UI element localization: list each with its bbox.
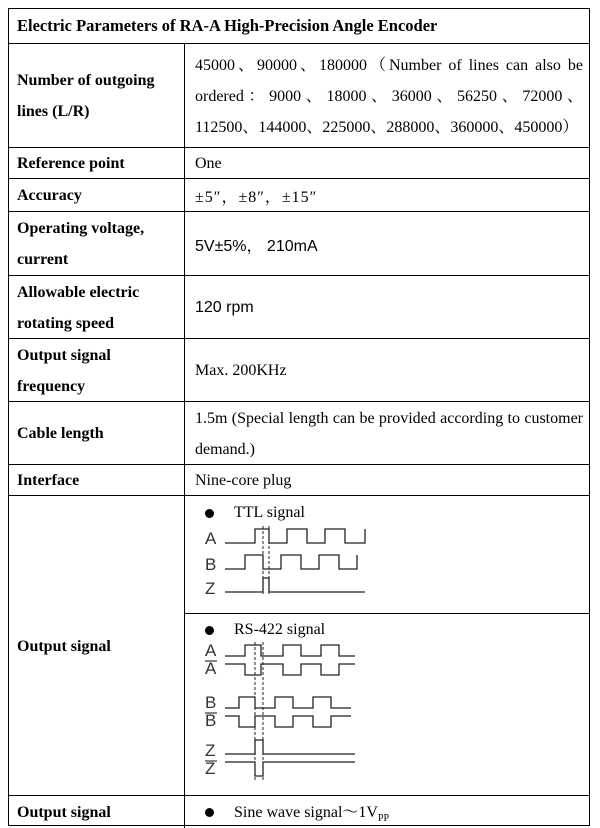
table-row bbox=[9, 178, 589, 212]
parameters-table bbox=[8, 8, 590, 826]
ttl-signal-title: TTL signal bbox=[201, 504, 305, 522]
cell-divider bbox=[185, 613, 589, 614]
table-row bbox=[9, 147, 589, 179]
row-label: Operating voltage, current bbox=[9, 212, 185, 276]
rs422-waveform bbox=[205, 642, 385, 792]
rs422-signal-title: RS-422 signal bbox=[201, 621, 325, 639]
table-row bbox=[9, 211, 589, 276]
rs422-wave-z-inv bbox=[225, 762, 355, 776]
rs422-wave-a bbox=[225, 645, 355, 656]
rs422-label-z: Z bbox=[205, 741, 216, 760]
ttl-wave-b bbox=[225, 555, 357, 569]
row-value: 5V±5%， 210mA bbox=[195, 237, 318, 255]
rs422-wave-a-inv bbox=[225, 664, 355, 675]
waveform-cell bbox=[185, 496, 589, 796]
sine-signal-text: Sine wave $signal\sim 1V_{PP}$ bbox=[234, 804, 390, 825]
row-label: Output signal frequency bbox=[9, 339, 185, 402]
table-row bbox=[9, 795, 589, 828]
row-label: Accuracy bbox=[9, 179, 185, 212]
cable-length-value: 1.5m (Special length can be provided according to customer demand.) bbox=[195, 409, 583, 458]
table-row bbox=[9, 338, 589, 402]
bullet-icon bbox=[205, 626, 214, 635]
rs422-wave-b bbox=[225, 697, 351, 708]
ttl-label-z: Z bbox=[205, 579, 216, 598]
table-row bbox=[9, 495, 589, 796]
ttl-label-b: B bbox=[205, 555, 217, 574]
table-row bbox=[9, 464, 589, 496]
row-value: 120 rpm bbox=[195, 298, 254, 316]
ttl-label-a: A bbox=[205, 529, 217, 548]
table-row bbox=[9, 275, 589, 339]
row-value bbox=[185, 796, 589, 828]
row-value: One bbox=[195, 154, 222, 172]
bullet-icon bbox=[205, 808, 214, 817]
row-label: Number of outgoing lines (L/R) bbox=[9, 44, 185, 148]
row-label: Output signal bbox=[9, 796, 185, 828]
rs422-wave-b-inv bbox=[225, 716, 351, 727]
row-label: Reference point bbox=[9, 148, 185, 179]
row-value bbox=[185, 402, 589, 465]
rs422-label-b-inv: B bbox=[205, 711, 217, 730]
rs422-label-z-inv: Z bbox=[205, 759, 216, 778]
outgoing-lines-value: 45000、90000、180000（Number of lines can also be ordered：9000、18000、36000、56250、72000、112500、144000、225000、288000、360000、450000） bbox=[195, 56, 583, 136]
table-title-row bbox=[9, 9, 589, 43]
ttl-wave-z bbox=[225, 578, 365, 592]
rs422-wave-z bbox=[225, 740, 355, 754]
row-label: Output signal bbox=[9, 496, 185, 796]
row-value bbox=[185, 44, 589, 148]
table-title: Electric Parameters of RA-A High-Precision Angle Encoder bbox=[17, 16, 438, 35]
rs422-label-a: A bbox=[205, 642, 217, 660]
rs422-label-a-inv: A bbox=[205, 659, 217, 678]
table-row bbox=[9, 401, 589, 465]
row-label: Allowable electric rotating speed bbox=[9, 276, 185, 339]
row-value: ±5″，±8″，±15″ bbox=[195, 189, 318, 206]
bullet-icon bbox=[205, 509, 214, 518]
row-value: Nine-core plug bbox=[195, 471, 292, 489]
row-label: Interface bbox=[9, 465, 185, 496]
row-label: Cable length bbox=[9, 402, 185, 465]
row-value: Max. 200KHz bbox=[195, 361, 287, 379]
rs422-label-b: B bbox=[205, 693, 217, 712]
ttl-waveform bbox=[205, 526, 385, 608]
table-row bbox=[9, 43, 589, 148]
ttl-wave-a bbox=[225, 529, 365, 543]
